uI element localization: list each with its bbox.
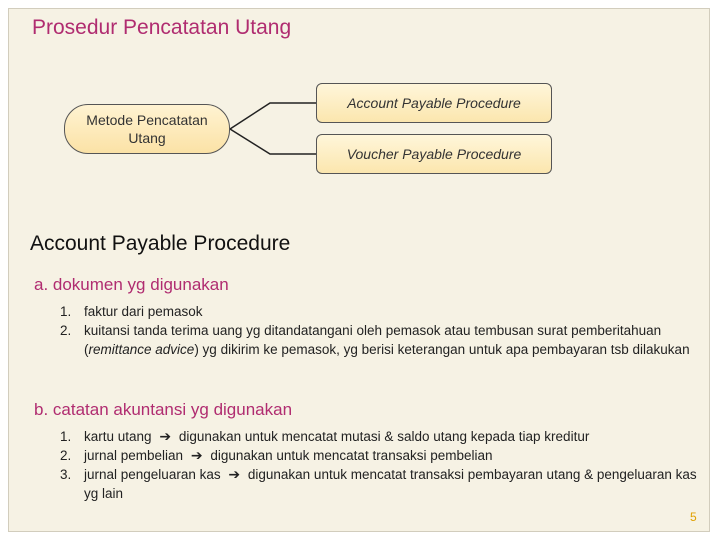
list-item: 2. jurnal pembelian ➔ digunakan untuk mencatat transaksi pembelian (60, 447, 493, 463)
arrow-right-icon: ➔ (159, 428, 172, 444)
connector-bottom (230, 129, 316, 154)
subheading-accounting-records: b. catatan akuntansi yg digunakan (34, 400, 293, 419)
records-list (60, 427, 700, 503)
diagram-node-voucher-payable: Voucher Payable Procedure (316, 134, 552, 174)
list-item: 1. faktur dari pemasok (60, 304, 203, 319)
connector-top (230, 103, 316, 129)
arrow-right-icon: ➔ (228, 466, 241, 482)
diagram-node-account-payable: Account Payable Procedure (316, 83, 552, 123)
list-item: 2. kuitansi tanda terima uang yg ditandatangani oleh pemasok atau tembusan surat pemberitahuan (remittance advice) yg dikirim ke pemasok, yg berisi keterangan untuk apa pembayaran tsb dilakukan (60, 323, 690, 357)
page-number: 5 (690, 510, 697, 524)
arrow-right-icon: ➔ (190, 447, 203, 463)
section-heading: Account Payable Procedure (30, 232, 291, 255)
documents-list (60, 302, 700, 359)
subheading-documents: a. dokumen yg digunakan (34, 275, 229, 294)
list-item: 1. kartu utang ➔ digunakan untuk mencatat mutasi & saldo utang kepada tiap kreditur (60, 428, 590, 444)
diagram-node-metode: Metode Pencatatan Utang (64, 104, 230, 154)
list-item: 3. jurnal pengeluaran kas ➔ digunakan untuk mencatat transaksi pembayaran utang & pengeluaran kas yg lain (60, 466, 697, 501)
page-title: Prosedur Pencatatan Utang (32, 16, 292, 39)
